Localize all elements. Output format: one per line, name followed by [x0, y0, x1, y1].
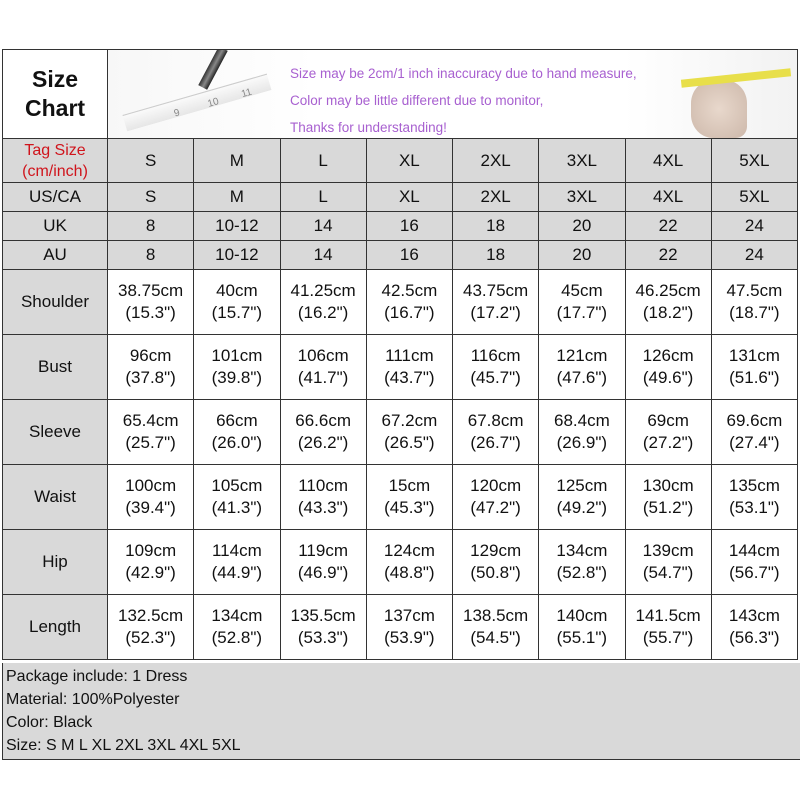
measure-cell — [453, 270, 539, 335]
size-cell: 20 — [539, 241, 625, 270]
inch-value: (51.6") — [729, 368, 780, 387]
cm-value: 141.5cm — [635, 606, 701, 625]
tag-size-cell: S — [108, 139, 194, 183]
cm-value: 106cm — [297, 346, 349, 365]
cm-value: 120cm — [470, 476, 522, 495]
cm-value: 45cm — [561, 281, 603, 300]
measure-cell — [366, 270, 452, 335]
measure-cell — [625, 270, 711, 335]
row-label: Length — [3, 595, 108, 660]
inch-value: (26.2") — [297, 433, 349, 452]
cm-value: 40cm — [216, 281, 258, 300]
size-row-us-ca — [3, 183, 798, 212]
cm-value: 68.4cm — [554, 411, 610, 430]
inch-value: (17.7") — [556, 303, 608, 322]
size-cell: 24 — [711, 241, 797, 270]
inch-value: (47.2") — [470, 498, 521, 517]
cm-value: 140cm — [556, 606, 608, 625]
size-cell: 10-12 — [194, 241, 280, 270]
cm-value: 67.8cm — [467, 411, 524, 430]
measure-cell — [539, 270, 625, 335]
inch-value: (26.5") — [384, 433, 435, 452]
inch-value: (52.8") — [556, 563, 608, 582]
cm-value: 65.4cm — [122, 411, 179, 430]
tag-size-cell: 5XL — [711, 139, 797, 183]
cm-value: 43.75cm — [463, 281, 529, 300]
measure-row-shoulder — [3, 270, 798, 335]
cm-value: 135cm — [728, 476, 780, 495]
cm-value: 42.5cm — [381, 281, 438, 300]
inch-value: (49.2") — [556, 498, 608, 517]
size-cell: 8 — [108, 212, 194, 241]
inch-value: (50.8") — [470, 563, 521, 582]
measure-cell — [539, 595, 625, 660]
cm-value: 47.5cm — [726, 281, 783, 300]
cm-value: 124cm — [383, 541, 435, 560]
size-cell: 18 — [453, 212, 539, 241]
measure-cell — [625, 335, 711, 400]
title-cell — [3, 50, 108, 139]
inch-value: (56.3") — [729, 628, 780, 647]
inch-value: (25.7") — [125, 433, 176, 452]
cm-value: 126cm — [642, 346, 694, 365]
inch-value: (56.7") — [729, 563, 780, 582]
inch-value: (41.7") — [297, 368, 349, 387]
cm-value: 139cm — [642, 541, 694, 560]
cm-value: 134cm — [211, 606, 263, 625]
tag-size-cell: XL — [366, 139, 452, 183]
measure-cell — [453, 400, 539, 465]
measure-cell — [625, 465, 711, 530]
tag-size-cell: L — [280, 139, 366, 183]
inch-value: (47.6") — [556, 368, 608, 387]
size-cell: 20 — [539, 212, 625, 241]
inch-value: (52.8") — [211, 628, 263, 647]
inch-value: (17.2") — [470, 303, 521, 322]
inch-value: (43.7") — [384, 368, 435, 387]
measure-cell — [711, 335, 797, 400]
tag-label-line: Tag Size — [24, 141, 86, 159]
measure-cell — [711, 595, 797, 660]
measure-cell — [194, 270, 280, 335]
cm-value: 137cm — [383, 606, 435, 625]
row-label: Shoulder — [3, 270, 108, 335]
size-chart-table — [2, 49, 798, 660]
tag-size-label — [3, 139, 108, 183]
measure-cell — [108, 270, 194, 335]
banner — [108, 50, 797, 138]
banner-cell — [108, 50, 798, 139]
measure-cell — [280, 465, 366, 530]
notes — [290, 60, 637, 138]
measure-row-length — [3, 595, 798, 660]
footer — [2, 663, 800, 760]
measure-cell — [539, 465, 625, 530]
measure-cell — [194, 530, 280, 595]
size-cell: 16 — [366, 212, 452, 241]
measure-cell — [539, 335, 625, 400]
cm-value: 110cm — [298, 476, 348, 495]
inch-value: (15.7") — [211, 303, 263, 322]
cm-value: 66cm — [216, 411, 258, 430]
inch-value: (52.3") — [125, 628, 176, 647]
row-label: US/CA — [3, 183, 108, 212]
size-cell: M — [194, 183, 280, 212]
cm-value: 130cm — [642, 476, 694, 495]
measure-cell — [711, 530, 797, 595]
ruler-mark: 9 — [172, 107, 182, 120]
footer-line: Material: 100%Polyester — [6, 691, 180, 708]
size-cell: 2XL — [453, 183, 539, 212]
cm-value: 15cm — [388, 476, 431, 495]
tag-label-line: (cm/inch) — [22, 162, 88, 180]
measure-cell — [711, 270, 797, 335]
row-label: Sleeve — [3, 400, 108, 465]
header-row — [3, 50, 798, 139]
cm-value: 119cm — [298, 541, 348, 560]
inch-value: (26.0") — [211, 433, 263, 452]
cm-value: 125cm — [556, 476, 608, 495]
cm-value: 38.75cm — [118, 281, 184, 300]
measure-cell — [539, 400, 625, 465]
inch-value: (42.9") — [125, 563, 176, 582]
inch-value: (45.7") — [470, 368, 521, 387]
size-cell: 24 — [711, 212, 797, 241]
measure-cell — [280, 595, 366, 660]
cm-value: 69cm — [647, 411, 689, 430]
measure-row-bust — [3, 335, 798, 400]
measure-cell — [453, 465, 539, 530]
inch-value: (27.4") — [729, 433, 780, 452]
footer-line: Color: Black — [6, 714, 93, 731]
tag-size-cell: 3XL — [539, 139, 625, 183]
cm-value: 96cm — [129, 346, 172, 365]
ruler-mark: 10 — [206, 96, 221, 110]
cm-value: 109cm — [125, 541, 177, 560]
cm-value: 41.25cm — [290, 281, 356, 300]
size-cell: 5XL — [711, 183, 797, 212]
measure-cell — [366, 465, 452, 530]
cm-value: 132.5cm — [118, 606, 184, 625]
measure-cell — [453, 530, 539, 595]
measure-cell — [108, 400, 194, 465]
inch-value: (26.7") — [470, 433, 521, 452]
inch-value: (53.3") — [297, 628, 349, 647]
measure-row-waist — [3, 465, 798, 530]
cm-value: 121cm — [556, 346, 608, 365]
footer-line: Size: S M L XL 2XL 3XL 4XL 5XL — [6, 737, 241, 754]
inch-value: (49.6") — [642, 368, 694, 387]
cm-value: 131cm — [728, 346, 780, 365]
measure-cell — [366, 335, 452, 400]
cm-value: 111cm — [385, 346, 434, 365]
inch-value: (54.5") — [470, 628, 521, 647]
measure-cell — [194, 465, 280, 530]
note-line: Thanks for understanding! — [290, 120, 447, 135]
inch-value: (26.9") — [556, 433, 608, 452]
size-cell: S — [108, 183, 194, 212]
measure-cell — [194, 595, 280, 660]
size-cell: 14 — [280, 241, 366, 270]
cm-value: 134cm — [556, 541, 608, 560]
cm-value: 69.6cm — [726, 411, 783, 430]
size-cell: 16 — [366, 241, 452, 270]
measure-cell — [625, 595, 711, 660]
measure-cell — [366, 530, 452, 595]
inch-value: (51.2") — [642, 498, 694, 517]
cm-value: 143cm — [728, 606, 780, 625]
inch-value: (15.3") — [125, 303, 176, 322]
inch-value: (37.8") — [125, 368, 176, 387]
inch-value: (46.9") — [297, 563, 349, 582]
measure-cell — [366, 400, 452, 465]
measure-cell — [366, 595, 452, 660]
measure-cell — [108, 465, 194, 530]
row-label: UK — [3, 212, 108, 241]
cm-value: 135.5cm — [290, 606, 356, 625]
size-row-au — [3, 241, 798, 270]
cm-value: 105cm — [211, 476, 263, 495]
tag-size-cell: M — [194, 139, 280, 183]
cm-value: 100cm — [125, 476, 177, 495]
inch-value: (54.7") — [642, 563, 694, 582]
size-cell: 14 — [280, 212, 366, 241]
row-label: Waist — [3, 465, 108, 530]
cm-value: 114cm — [211, 541, 262, 560]
measure-cell — [453, 595, 539, 660]
size-cell: 8 — [108, 241, 194, 270]
measure-row-hip — [3, 530, 798, 595]
ruler-icon — [123, 74, 272, 132]
measure-cell — [625, 400, 711, 465]
size-cell: 18 — [453, 241, 539, 270]
note-line: Size may be 2cm/1 inch inaccuracy due to hand measure, — [290, 66, 637, 81]
measure-cell — [108, 530, 194, 595]
measure-cell — [711, 400, 797, 465]
measure-cell — [194, 400, 280, 465]
inch-value: (53.9") — [384, 628, 435, 647]
row-label: Bust — [3, 335, 108, 400]
size-cell: XL — [366, 183, 452, 212]
size-cell: 22 — [625, 241, 711, 270]
cm-value: 46.25cm — [635, 281, 701, 300]
measure-cell — [194, 335, 280, 400]
size-cell: 4XL — [625, 183, 711, 212]
tag-size-cell: 4XL — [625, 139, 711, 183]
row-label: Hip — [3, 530, 108, 595]
size-cell: 10-12 — [194, 212, 280, 241]
inch-value: (39.4") — [125, 498, 176, 517]
cm-value: 116cm — [470, 346, 521, 365]
ruler-mark: 11 — [240, 86, 254, 101]
inch-value: (16.7") — [384, 303, 435, 322]
inch-value: (18.2") — [642, 303, 694, 322]
pencil-icon — [198, 50, 227, 90]
note-line: Color may be little different due to monitor, — [290, 93, 544, 108]
size-cell: L — [280, 183, 366, 212]
cm-value: 144cm — [728, 541, 780, 560]
inch-value: (39.8") — [211, 368, 263, 387]
chart-title: Size Chart — [25, 66, 86, 121]
inch-value: (18.7") — [729, 303, 780, 322]
cm-value: 138.5cm — [463, 606, 529, 625]
size-cell: 22 — [625, 212, 711, 241]
measure-cell — [625, 530, 711, 595]
measure-cell — [539, 530, 625, 595]
size-row-uk — [3, 212, 798, 241]
row-label: AU — [3, 241, 108, 270]
inch-value: (48.8") — [384, 563, 435, 582]
measure-cell — [280, 270, 366, 335]
tag-size-row — [3, 139, 798, 183]
measure-cell — [108, 335, 194, 400]
inch-value: (41.3") — [211, 498, 263, 517]
measure-cell — [280, 400, 366, 465]
footer-line: Package include: 1 Dress — [6, 668, 188, 685]
hand-icon — [691, 80, 747, 138]
cm-value: 101cm — [211, 346, 263, 365]
inch-value: (43.3") — [297, 498, 349, 517]
inch-value: (44.9") — [211, 563, 263, 582]
inch-value: (55.7") — [642, 628, 694, 647]
inch-value: (27.2") — [642, 433, 694, 452]
measure-cell — [280, 335, 366, 400]
cm-value: 66.6cm — [295, 411, 351, 430]
inch-value: (55.1") — [556, 628, 608, 647]
measure-cell — [108, 595, 194, 660]
measure-cell — [280, 530, 366, 595]
cm-value: 67.2cm — [381, 411, 438, 430]
tag-size-cell: 2XL — [453, 139, 539, 183]
measure-cell — [453, 335, 539, 400]
measure-row-sleeve — [3, 400, 798, 465]
inch-value: (53.1") — [729, 498, 780, 517]
inch-value: (45.3") — [384, 498, 435, 517]
size-cell: 3XL — [539, 183, 625, 212]
cm-value: 129cm — [470, 541, 522, 560]
measure-cell — [711, 465, 797, 530]
inch-value: (16.2") — [297, 303, 349, 322]
